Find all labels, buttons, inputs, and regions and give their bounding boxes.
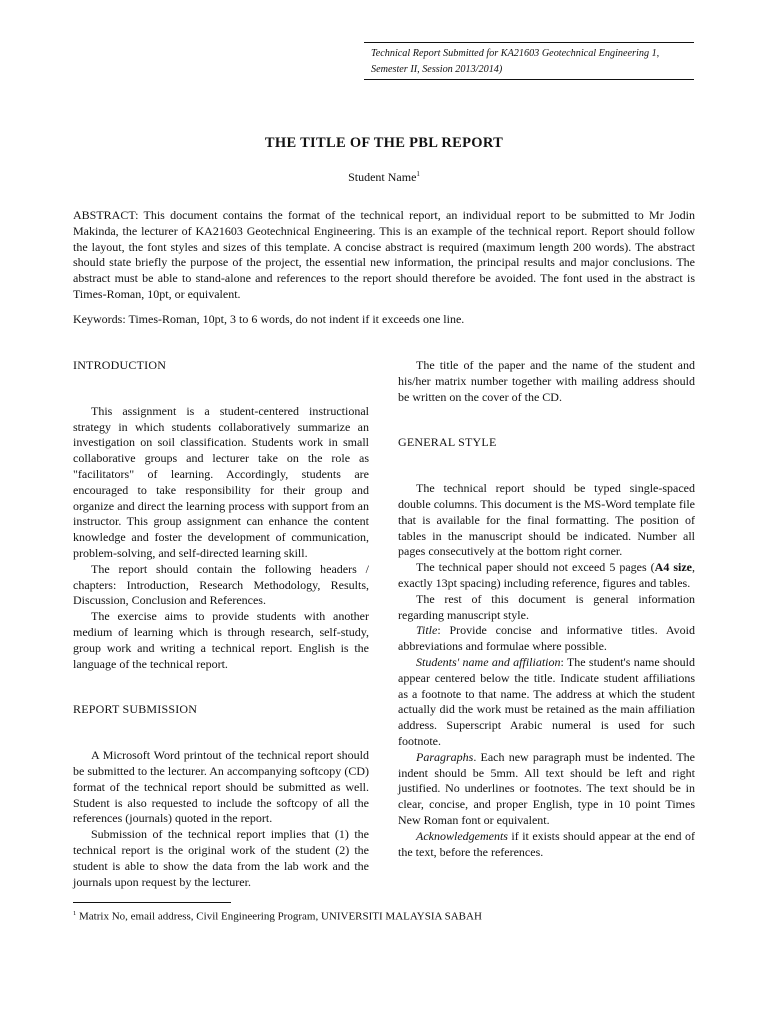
students-paragraph [398, 655, 695, 750]
footnote [73, 906, 695, 925]
style-paragraph-1: The technical report should be typed single-spaced double columns. This document is the MS-Word template file that is available for the final formatting. The position of tables in the manuscript should be indicated. Number all pages consecutively at the bottom right corner. [398, 481, 695, 559]
paragraphs-paragraph [398, 750, 695, 829]
header-bottom-rule [364, 79, 694, 80]
intro-paragraph-2: The report should contain the following headers / chapters: Introduction, Research Methodology, Results, Discussion, Conclusion and References. [73, 561, 369, 608]
intro-paragraph-1: This assignment is a student-centered instructional strategy in which students collaboratively summarize an investigation on soil classification. Students work in small collaborative groups and lecturer take on the role as "facilitators" of learning. Accordingly, students are encouraged to take responsibility for their group and organize and direct the learning process with support from an instructor. This group assignment can enhance the content knowledge and foster the development of communication, problem-solving, and self-directed learning skill. [73, 403, 369, 560]
paragraphs-label: Paragraphs [416, 749, 474, 764]
header-note-line2: Semester II, Session 2013/2014) [371, 64, 503, 75]
acknowledgements-text: if it exists should appear at the end of the text, before the references. [398, 828, 695, 859]
students-text: : The student's name should appear centered below the title. Indicate student affiliations as a footnote to that name. The address at which the student actually did the work must be retained as the main affiliation address. Superscript Arabic numeral is used for such footnote. [398, 654, 696, 748]
submission-paragraph-2: Submission of the technical report implies that (1) the technical report is the original work of the student (2) the student is able to show the data from the lab work and the journals upon request by the lecturer. [73, 827, 369, 889]
submission-paragraph-1: A Microsoft Word printout of the technical report should be submitted to the lecturer. An accompanying softcopy (CD) format of the technical report should be submitted as well. Student is also requested to include the softcopy of all the references (journals) quoted in the report. [73, 748, 369, 826]
right-column [398, 358, 695, 860]
footnote-text: Matrix No, email address, Civil Engineering Program, UNIVERSITI MALAYSIA SABAH [76, 910, 482, 923]
style-paragraph-3: The rest of this document is general information regarding manuscript style. [398, 591, 695, 622]
report-title: THE TITLE OF THE PBL REPORT [264, 135, 504, 151]
header-note-line1: Technical Report Submitted for KA21603 Geotechnical Engineering 1, [371, 48, 660, 59]
style-paragraph-2-end: , exactly 13pt spacing) including reference, figures and tables. [398, 560, 695, 590]
students-label: Students' name and affiliation [416, 654, 561, 669]
header-top-rule [364, 42, 694, 43]
section-heading-general-style: GENERAL STYLE [398, 435, 497, 450]
intro-paragraph-3: The exercise aims to provide students with another medium of learning which is through research, self-study, group work and writing a technical report. English is the language of the technical report. [73, 609, 369, 671]
title-label: Title [416, 623, 438, 638]
title-paragraph [398, 623, 695, 655]
section-heading-report-submission: REPORT SUBMISSION [73, 702, 198, 717]
acknowledgements-paragraph [398, 829, 695, 861]
left-column [73, 358, 369, 890]
footnote-rule [73, 902, 231, 903]
paragraphs-text: . Each new paragraph must be indented. The indent should be 5mm. All text should be left and right justified. No underlines or footnotes. The text should be in clear, concise, and proper English, type in 10 point Times New Roman font or equivalent. [398, 749, 695, 827]
author-line [0, 170, 768, 185]
section-heading-introduction: INTRODUCTION [73, 358, 167, 372]
style-paragraph-2-start: The technical paper should not exceed 5 pages ( [416, 560, 655, 575]
author-footnote-mark: 1 [416, 170, 420, 178]
footnote-mark: 1 [73, 910, 77, 917]
style-paragraph-2-bold: A4 size [654, 560, 692, 575]
header-note [371, 46, 691, 78]
acknowledgements-label: Acknowledgements [416, 828, 508, 843]
title-text: : Provide concise and informative titles. Avoid abbreviations and formulae where possible. [398, 623, 695, 654]
abstract: ABSTRACT: This document contains the format of the technical report, an individual report to be submitted to Mr Jodin Makinda, the lecturer of KA21603 Geotechnical Engineering. This is an example of the technical report. Report should follow the layout, the font styles and sizes of this template. A concise abstract is required (maximum length 200 words). The abstract should state briefly the purpose of the project, the essential new information, the principal results and major conclusions. The abstract must be able to stand-alone and references to the report should therefore be avoided. The font used in the abstract is Times-Roman, 10pt, or equivalent. [73, 208, 695, 301]
style-paragraph-2 [398, 560, 695, 592]
keywords: Keywords: Times-Roman, 10pt, 3 to 6 words, do not indent if it exceeds one line. [73, 312, 465, 326]
cover-paragraph: The title of the paper and the name of the student and his/her matrix number together with mailing address should be written on the cover of the CD. [398, 358, 695, 404]
author-name: Student Name [348, 170, 417, 184]
